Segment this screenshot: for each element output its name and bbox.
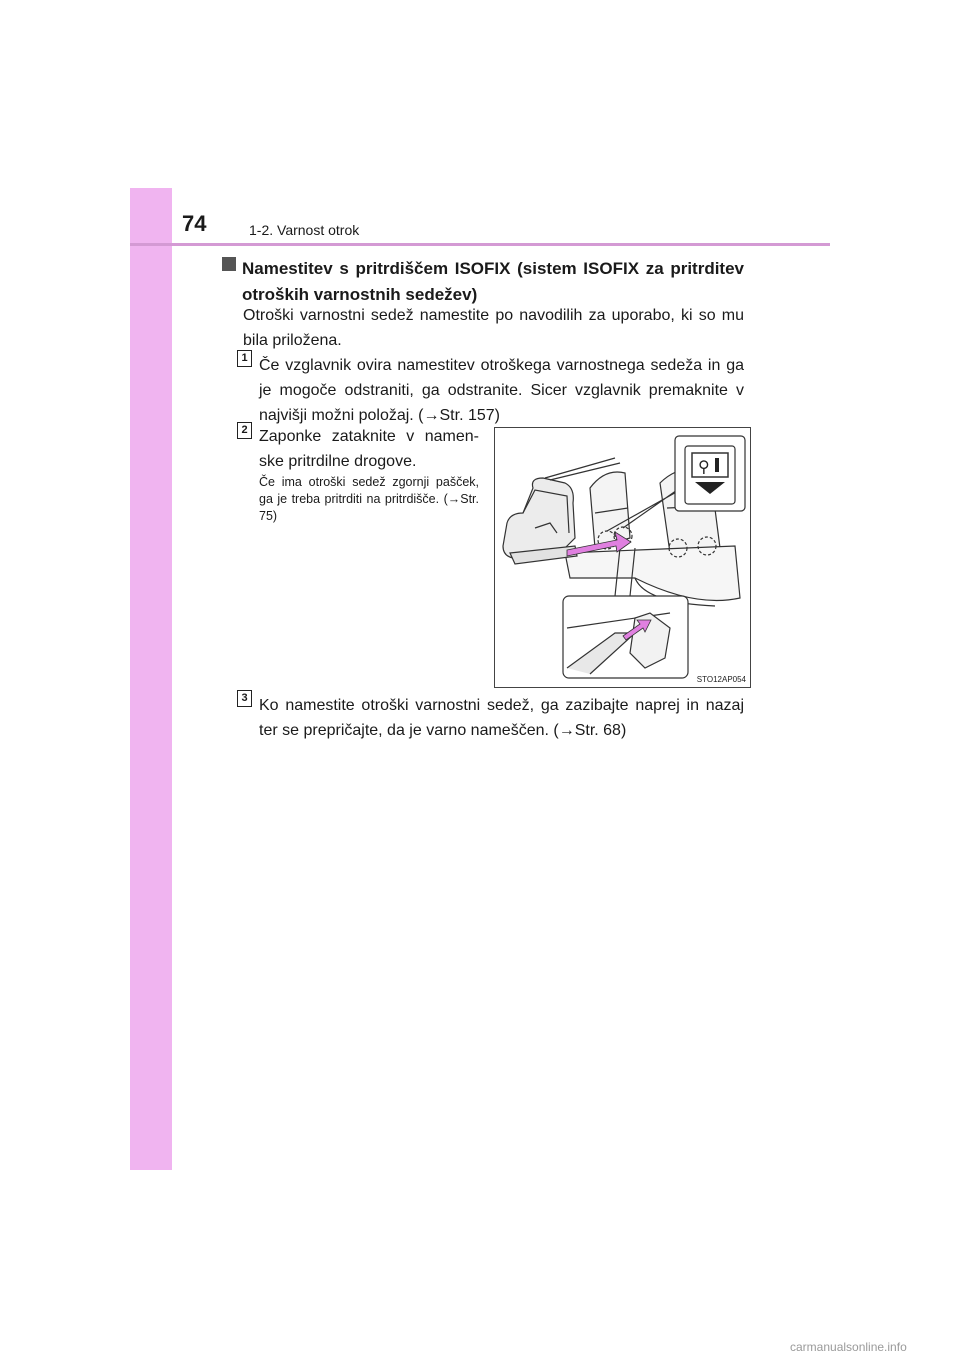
step-text-2: Zaponke zataknite v namenske pritrdilne drogove. (259, 428, 479, 470)
figure-code: STO12AP054 (696, 675, 746, 684)
watermark-link[interactable]: carmanualsonline.info (790, 1340, 907, 1354)
step-number-2: 2 (237, 422, 252, 439)
page-number: 74 (182, 211, 207, 236)
isofix-installation-drawing (495, 428, 750, 687)
step-note-2: Če ima otroški sedež zgornji pašček, ga je treba pritrditi na pritrdišče. (→Str. 75) (259, 475, 479, 523)
step-number-3: 3 (237, 690, 252, 707)
step-number-1: 1 (237, 350, 252, 367)
step-text-3: Ko namestite otroški varnostni sedež, ga zazibajte naprej in nazaj ter se prepričajte, da je varno nameščen. (→Str. 68) (259, 697, 744, 739)
section-heading (222, 256, 744, 308)
step-text-1: Če vzglavnik ovira namestitev otroškega varnostnega sedeža in ga je mogoče odstraniti, ga odstranite. Sicer vzglavnik premaknite v najvišji možni položaj. (→Str. 157) (259, 357, 744, 424)
chapter-side-bar (130, 188, 172, 1170)
svg-text:⚲: ⚲ (698, 457, 710, 476)
heading-text: Namestitev s pritrdiščem ISOFIX (sistem ISOFIX za pritrditev otroških varnostnih sedežev) (242, 259, 744, 304)
intro-paragraph: Otroški varnostni sedež namestite po navodilih za uporabo, ki so mu bila priložena. (243, 307, 744, 349)
square-bullet-icon (222, 257, 236, 271)
isofix-illustration (494, 427, 751, 688)
section-title: 1-2. Varnost otrok (249, 222, 360, 238)
header-rule (130, 243, 830, 246)
